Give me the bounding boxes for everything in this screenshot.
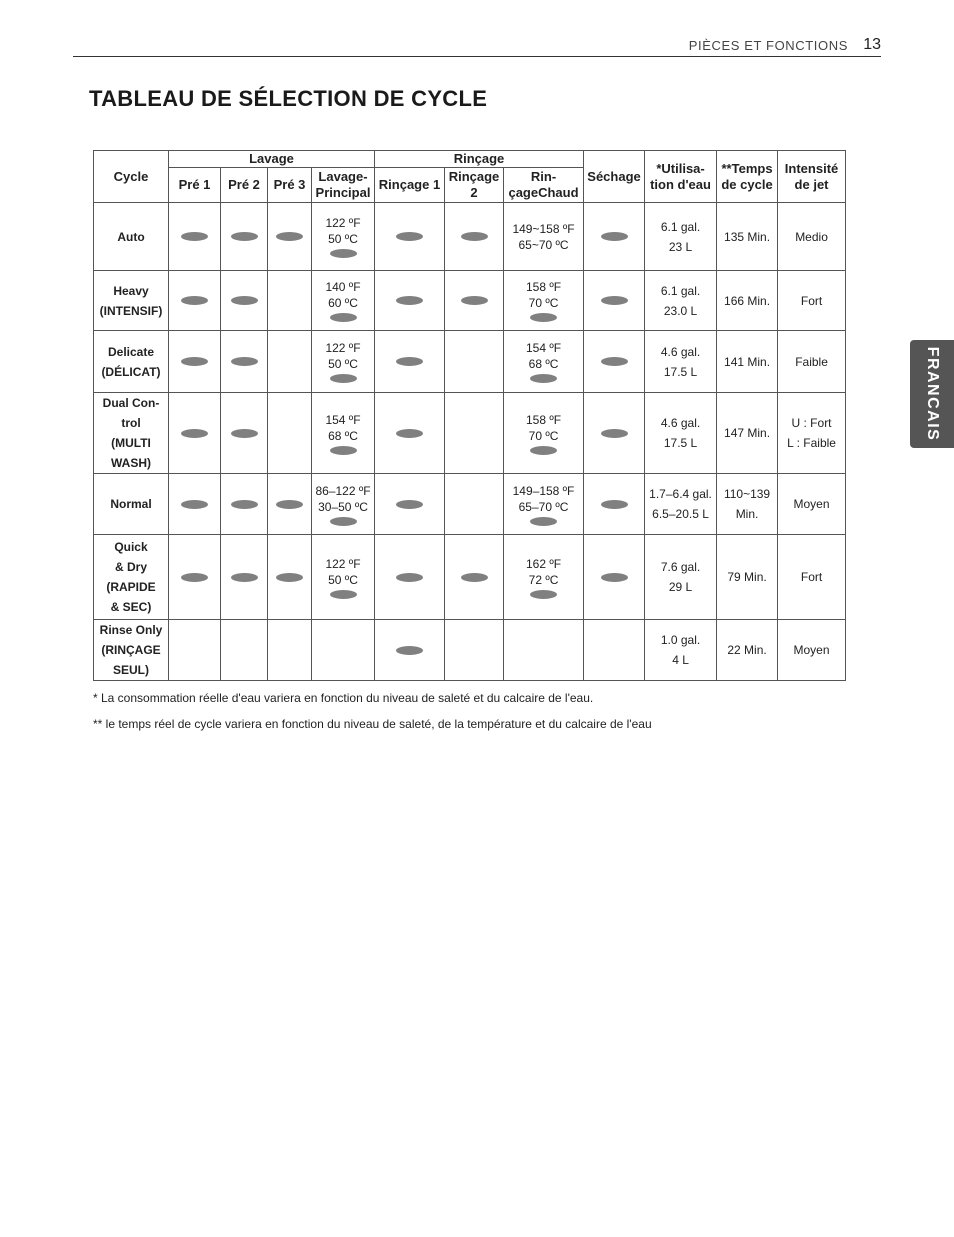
step-active-indicator [601, 429, 628, 438]
temperature-fahrenheit: 149–158 ºF [512, 483, 575, 498]
temperature-celsius: 50 ºC [328, 232, 358, 246]
cell-pre3 [268, 474, 312, 535]
cell-rincage2 [445, 535, 504, 620]
cell-line: Normal [110, 497, 152, 511]
temperature-fahrenheit: 140 ºF [325, 280, 361, 294]
cell-line: 4.6 gal. [660, 416, 701, 430]
cell-temps-cycle: 141 Min. [717, 331, 778, 393]
temperature-celsius: 65~70 ºC [518, 237, 569, 252]
cell-intensite-jet [778, 535, 846, 620]
cell-line: Moyen [793, 497, 830, 511]
cell-line: U : Fort [791, 416, 832, 430]
cell-rincage2 [445, 620, 504, 681]
cell-utilisation-eau [645, 203, 717, 271]
cell-intensite-jet [778, 203, 846, 271]
cell-line: (DÉLICAT) [101, 364, 161, 379]
cell-rincage1 [375, 393, 445, 474]
cell-lavage-principal [312, 474, 375, 535]
temperature-fahrenheit: 158 ºF [525, 412, 562, 427]
cell-line: 4.6 gal. [660, 344, 701, 359]
cycle-name [94, 535, 169, 620]
step-active-indicator [396, 500, 423, 509]
cell-line: Quick [114, 540, 148, 554]
cell-line: 23 L [668, 239, 693, 254]
cell-line: & Dry [114, 560, 147, 574]
cell-line: 1.0 gal. [660, 633, 701, 647]
page-number: 13 [863, 36, 881, 53]
cell-pre3 [268, 620, 312, 681]
footnotes [93, 690, 652, 742]
cell-rincage1 [375, 620, 445, 681]
step-active-indicator [396, 296, 423, 305]
cell-pre1 [169, 474, 221, 535]
cell-line: Heavy [113, 283, 149, 298]
temperature-celsius: 65–70 ºC [518, 499, 569, 514]
temperature-celsius: 70 ºC [528, 428, 559, 443]
temperature-fahrenheit: 154 ºF [525, 341, 562, 355]
step-active-indicator [396, 573, 423, 582]
temperature-celsius: 70 ºC [528, 296, 559, 310]
temperature-fahrenheit: 162 ºF [525, 556, 562, 571]
cell-pre3 [268, 393, 312, 474]
language-tab-label: FRANCAIS [924, 346, 941, 442]
cell-intensite-jet [778, 393, 846, 474]
cell-line: (RAPIDE [106, 580, 156, 594]
col-header-cycle: Cycle [94, 151, 169, 203]
cell-sechage [584, 535, 645, 620]
cell-line: 23.0 L [663, 303, 698, 318]
step-active-indicator [231, 232, 258, 241]
cell-line: 4 L [672, 653, 689, 667]
cell-temps-cycle: 110~139 Min. [717, 474, 778, 535]
cell-intensite-jet [778, 620, 846, 681]
col-header-pre1: Pré 1 [169, 168, 221, 203]
cell-pre2 [221, 331, 268, 393]
step-active-indicator [530, 446, 557, 455]
cell-utilisation-eau [645, 271, 717, 331]
cell-sechage [584, 331, 645, 393]
cell-utilisation-eau [645, 331, 717, 393]
col-header-rincage1: Rinçage 1 [375, 168, 445, 203]
cell-line: 6.1 gal. [660, 283, 701, 298]
step-active-indicator [276, 232, 303, 241]
col-header-utilisation: *Utilisa-tion d'eau [645, 151, 717, 203]
temperature-fahrenheit: 158 ºF [525, 280, 562, 294]
cell-rincage1 [375, 474, 445, 535]
cell-intensite-jet [778, 331, 846, 393]
cell-rincage-chaud [504, 535, 584, 620]
col-group-lavage: Lavage [169, 151, 375, 168]
cell-rincage1 [375, 535, 445, 620]
cell-pre1 [169, 393, 221, 474]
cell-line: 1.7–6.4 gal. [649, 487, 712, 501]
step-active-indicator [181, 296, 208, 305]
step-active-indicator [231, 296, 258, 305]
footnote-water: * La consommation réelle d'eau variera en fonction du niveau de saleté et du calcaire de l'eau. [93, 691, 594, 705]
step-active-indicator [530, 517, 557, 526]
cell-line: & SEC) [110, 600, 152, 614]
step-active-indicator [181, 429, 208, 438]
temperature-celsius: 72 ºC [528, 572, 559, 587]
cell-rincage-chaud [504, 620, 584, 681]
step-active-indicator [396, 232, 423, 241]
col-group-rincage: Rinçage [375, 151, 584, 168]
cell-line: 17.5 L [663, 436, 698, 450]
cell-line: 7.6 gal. [660, 560, 701, 574]
step-active-indicator [601, 573, 628, 582]
cell-pre1 [169, 203, 221, 271]
cycle-name [94, 203, 169, 271]
cell-pre2 [221, 620, 268, 681]
cell-rincage2 [445, 271, 504, 331]
col-header-temps: **Temps de cycle [717, 151, 778, 203]
cell-line: (RINÇAGE [101, 643, 161, 657]
cell-intensite-jet [778, 474, 846, 535]
footnote-time: ** le temps réel de cycle variera en fonction du niveau de saleté, de la température et du calcaire de l'eau [93, 717, 652, 731]
table-row [94, 535, 846, 620]
cell-pre2 [221, 474, 268, 535]
temperature-celsius: 60 ºC [328, 296, 358, 310]
cell-rincage2 [445, 331, 504, 393]
cell-lavage-principal [312, 203, 375, 271]
language-tab [910, 340, 954, 448]
cell-sechage [584, 271, 645, 331]
cell-line: Auto [117, 229, 145, 244]
step-active-indicator [461, 573, 488, 582]
table-row [94, 203, 846, 271]
cell-rincage-chaud [504, 331, 584, 393]
cell-line: Rinse Only [99, 623, 163, 637]
cell-pre2 [221, 393, 268, 474]
cell-rincage2 [445, 203, 504, 271]
col-header-intensite: Intensité de jet [778, 151, 846, 203]
step-active-indicator [330, 374, 357, 383]
cell-sechage [584, 393, 645, 474]
col-header-pre2: Pré 2 [221, 168, 268, 203]
step-active-indicator [330, 446, 357, 455]
table-row [94, 393, 846, 474]
cycle-name [94, 393, 169, 474]
step-active-indicator [530, 374, 557, 383]
cell-rincage1 [375, 271, 445, 331]
cycle-name [94, 474, 169, 535]
cell-lavage-principal [312, 331, 375, 393]
step-active-indicator [330, 590, 357, 599]
temperature-celsius: 50 ºC [328, 357, 358, 371]
step-active-indicator [461, 296, 488, 305]
step-active-indicator [276, 573, 303, 582]
cell-temps-cycle: 22 Min. [717, 620, 778, 681]
cell-rincage-chaud [504, 203, 584, 271]
cell-lavage-principal [312, 271, 375, 331]
cell-lavage-principal [312, 620, 375, 681]
step-active-indicator [330, 249, 357, 258]
cell-sechage [584, 474, 645, 535]
cell-rincage2 [445, 474, 504, 535]
cell-line: Medio [795, 229, 828, 244]
step-active-indicator [530, 590, 557, 599]
temperature-fahrenheit: 149~158 ºF [512, 221, 575, 236]
step-active-indicator [530, 313, 557, 322]
step-active-indicator [231, 357, 258, 366]
cell-rincage-chaud [504, 474, 584, 535]
cycle-name [94, 620, 169, 681]
temperature-celsius: 68 ºC [328, 428, 358, 443]
temperature-fahrenheit: 122 ºF [325, 216, 361, 230]
cell-line: Fort [800, 570, 823, 584]
cell-temps-cycle: 147 Min. [717, 393, 778, 474]
table-row [94, 331, 846, 393]
page-title: TABLEAU DE SÉLECTION DE CYCLE [89, 86, 488, 111]
cell-utilisation-eau [645, 620, 717, 681]
cell-line: 6.5–20.5 L [652, 507, 709, 521]
cell-sechage [584, 203, 645, 271]
step-active-indicator [601, 232, 628, 241]
table-row [94, 620, 846, 681]
cell-pre2 [221, 203, 268, 271]
cell-pre3 [268, 535, 312, 620]
cell-line: Dual Con-trol [102, 396, 160, 430]
table-row [94, 271, 846, 331]
cell-utilisation-eau [645, 393, 717, 474]
step-active-indicator [396, 429, 423, 438]
cell-pre1 [169, 271, 221, 331]
step-active-indicator [181, 232, 208, 241]
cell-pre2 [221, 271, 268, 331]
cell-line: 6.1 gal. [660, 219, 701, 234]
cell-line: Moyen [793, 643, 830, 657]
cell-pre1 [169, 331, 221, 393]
cell-line: 29 L [668, 580, 693, 594]
step-active-indicator [276, 500, 303, 509]
cycle-name [94, 331, 169, 393]
cell-temps-cycle: 135 Min. [717, 203, 778, 271]
cell-pre3 [268, 203, 312, 271]
cell-line: Fort [800, 293, 823, 308]
cell-line: (INTENSIF) [99, 303, 163, 318]
cell-line: Delicate [107, 344, 155, 359]
step-active-indicator [231, 429, 258, 438]
step-active-indicator [461, 232, 488, 241]
cell-pre2 [221, 535, 268, 620]
step-active-indicator [396, 357, 423, 366]
temperature-fahrenheit: 86–122 ºF [315, 483, 371, 498]
col-header-pre3: Pré 3 [268, 168, 312, 203]
step-active-indicator [601, 500, 628, 509]
header-section-title: PIÈCES ET FONCTIONS [688, 38, 848, 53]
cell-sechage [584, 620, 645, 681]
step-active-indicator [181, 357, 208, 366]
cell-line: L : Faible [787, 436, 836, 450]
cell-rincage1 [375, 203, 445, 271]
temperature-fahrenheit: 122 ºF [325, 556, 361, 571]
step-active-indicator [231, 573, 258, 582]
temperature-celsius: 30–50 ºC [318, 499, 368, 514]
cell-line: 17.5 L [663, 364, 698, 379]
cell-temps-cycle: 166 Min. [717, 271, 778, 331]
temperature-celsius: 50 ºC [328, 572, 358, 587]
temperature-celsius: 68 ºC [528, 357, 559, 371]
col-header-rincage-chaud: Rin-çageChaud [504, 168, 584, 203]
step-active-indicator [181, 500, 208, 509]
col-header-rincage2: Rinçage 2 [445, 168, 504, 203]
cell-pre1 [169, 535, 221, 620]
cell-intensite-jet [778, 271, 846, 331]
cell-line: SEUL) [113, 663, 149, 677]
cell-rincage-chaud [504, 271, 584, 331]
cycle-selection-table [93, 150, 846, 681]
cell-temps-cycle: 79 Min. [717, 535, 778, 620]
temperature-fahrenheit: 154 ºF [325, 412, 361, 427]
cell-line: Faible [795, 354, 828, 369]
cycle-name [94, 271, 169, 331]
cell-pre1 [169, 620, 221, 681]
cell-utilisation-eau [645, 474, 717, 535]
step-active-indicator [330, 313, 357, 322]
cell-rincage2 [445, 393, 504, 474]
cell-pre3 [268, 271, 312, 331]
table-row [94, 474, 846, 535]
step-active-indicator [330, 517, 357, 526]
cell-utilisation-eau [645, 535, 717, 620]
step-active-indicator [601, 357, 628, 366]
col-header-lavage-principal: Lavage-Principal [312, 168, 375, 203]
col-header-sechage: Séchage [584, 151, 645, 203]
page-header [73, 36, 881, 57]
temperature-fahrenheit: 122 ºF [325, 341, 361, 355]
step-active-indicator [396, 646, 423, 655]
cell-rincage-chaud [504, 393, 584, 474]
cell-lavage-principal [312, 393, 375, 474]
step-active-indicator [181, 573, 208, 582]
cell-rincage1 [375, 331, 445, 393]
cell-pre3 [268, 331, 312, 393]
cell-lavage-principal [312, 535, 375, 620]
step-active-indicator [231, 500, 258, 509]
cell-line: (MULTI WASH) [111, 436, 151, 470]
step-active-indicator [601, 296, 628, 305]
